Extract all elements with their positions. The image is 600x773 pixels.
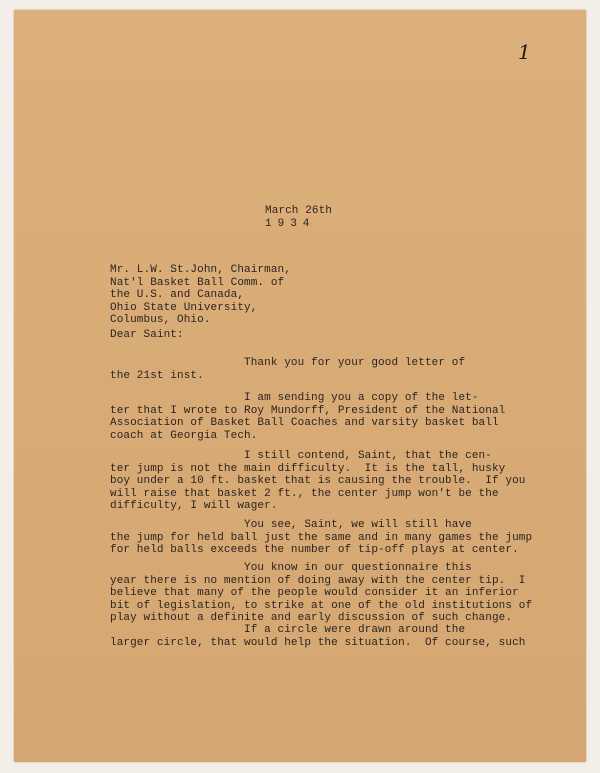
text-line: bit of legislation, to strike at one of the old institutions of <box>110 599 533 612</box>
text-line: will raise that basket 2 ft., the center jump won't be the <box>110 487 499 500</box>
paragraph-6 <box>110 624 560 649</box>
text-line: believe that many of the people would consider it an inferior <box>110 587 519 599</box>
text-line: boy under a 10 ft. basket that is causing the trouble. If you <box>110 475 526 487</box>
text-line: the 21st inst. <box>110 369 204 382</box>
text-line: coach at Georgia Tech. <box>110 429 258 442</box>
text-line: Thank you for your good letter of <box>110 357 466 369</box>
text-line: difficulty, I will wager. <box>110 500 278 512</box>
paragraph-2 <box>110 392 560 442</box>
paragraph-5 <box>110 562 560 625</box>
text-line: play without a definite and early discussion of such change. <box>110 612 513 624</box>
text-line: larger circle, that would help the situation. Of course, such <box>110 636 526 649</box>
paragraph-4 <box>110 519 560 557</box>
text-line: You see, Saint, we will still have <box>110 519 472 531</box>
salutation: Dear Saint: <box>110 329 184 341</box>
text-line: I am sending you a copy of the let- <box>110 392 479 404</box>
text-line: ter jump is not the main difficulty. It is the tall, husky <box>110 462 506 475</box>
text-line: Association of Basket Ball Coaches and varsity basket ball <box>110 417 499 429</box>
text-line: I still contend, Saint, that the cen- <box>110 450 492 462</box>
text-line: ter that I wrote to Roy Mundorff, President of the National <box>110 404 506 417</box>
address-line: the U.S. and Canada, <box>110 289 245 301</box>
address-line: Nat'l Basket Ball Comm. of <box>110 276 285 289</box>
letter-date <box>265 205 332 230</box>
letter-page <box>14 10 586 762</box>
text-line: If a circle were drawn around the <box>110 624 466 636</box>
text-line: the jump for held ball just the same and in many games the jump <box>110 531 533 544</box>
page-number: 1 <box>518 40 531 64</box>
address-line: Columbus, Ohio. <box>110 314 211 326</box>
date-month-day: March 26th <box>265 205 333 217</box>
recipient-address <box>110 264 291 327</box>
paragraph-3 <box>110 450 560 513</box>
text-line: year there is no mention of doing away with the center tip. I <box>110 574 526 587</box>
paragraph-1 <box>110 357 560 382</box>
text-line: You know in our questionnaire this <box>110 562 472 574</box>
date-year: 1934 <box>265 217 316 230</box>
text-line: for held balls exceeds the number of tip-off plays at center. <box>110 544 519 556</box>
address-line: Mr. L.W. St.John, Chairman, <box>110 264 291 276</box>
address-line: Ohio State University, <box>110 301 258 314</box>
